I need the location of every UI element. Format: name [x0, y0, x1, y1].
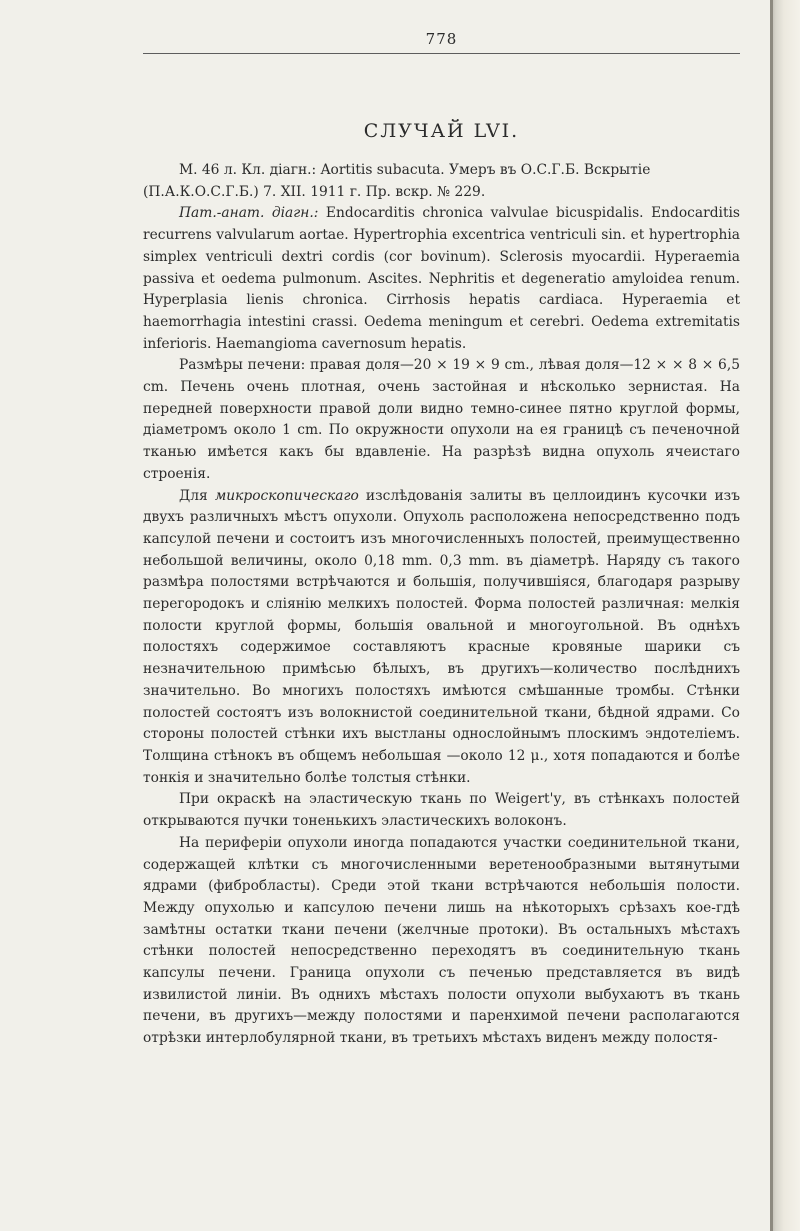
- paragraph-periphery: На периферіи опухоли иногда попадаются участки соединительной ткани, содержащей клѣтки съ многочисленными веретенообразными вытянутыми ядрами (фибробласты). Среди этой ткани встрѣчаются небольшія полости. Между опухолью и капсулою печени лишь на нѣкоторыхъ срѣзахъ кое-гдѣ замѣтны остатки ткани печени (желчные протоки). Въ остальныхъ мѣстахъ стѣнки полостей непосредственно переходятъ въ соединительную ткань капсулы печени. Граница опухоли съ печенью представляется въ видѣ извилистой линіи. Въ однихъ мѣстахъ полости опухоли выбухаютъ въ ткань печени, въ другихъ—между полостями и паренхимой печени располагаются отрѣзки интерлобулярной ткани, въ третьихъ мѣстахъ виденъ между полостя-: [143, 834, 740, 1047]
- body-text: [143, 160, 740, 1050]
- case-meta-line-1: М. 46 л. Кл. діагн.: Aortitis subacuta. Умеръ въ О.С.Г.Б. Вскрытіе: [179, 162, 651, 178]
- case-title: СЛУЧАЙ LVI.: [363, 120, 520, 142]
- diagnosis-text: Endocarditis chronica valvulae bicuspidalis. Endocarditis recurrens valvularum aortae. Hypertrophia excentrica ventriculi sin. et hypertrophia simplex ventriculi dextri cordis (cor bovinum). Sclerosis myocardii. Hyperaemia passiva et oedema pulmonum. Ascites. Nephritis et degeneratio amyloidea renum. Hyperplasia lienis chronica. Cirrhosis hepatis cardiaca. Hyperaemia et haemorrhagia intestini crassi. Oedema meningum et cerebri. Oedema extremitatis inferioris. Haemangioma cavernosum hepatis.: [143, 205, 740, 352]
- paragraph-liver-size: Размѣры печени: правая доля—20 × 19 × 9 cm., лѣвая доля—12 × × 8 × 6,5 cm. Печень очень плотная, очень застойная и нѣсколько зернистая. На передней поверхности правой доли видно темно-синее пятно круглой формы, діаметромъ около 1 cm. По окружности опухоли на ея границѣ съ печеночной тканью имѣется какъ бы вдавленіе. На разрѣзѣ видна опухоль ячеистаго строенія.: [143, 357, 740, 482]
- diagnosis-paragraph: [143, 203, 740, 355]
- paragraph-microscopy-text: изслѣдованія залиты въ целлоидинъ кусочки изъ двухъ различныхъ мѣстъ опухоли. Опухоль расположена непосредственно подъ капсулой печени и состоитъ изъ многочисленныхъ полостей, преимущественно небольшой величины, около 0,18 mm. 0,3 mm. въ діаметрѣ. Наряду съ такого размѣра полостями встрѣчаются и большія, получившіяся, благодаря разрыву перегородокъ и сліянію мелкихъ полостей. Форма полостей различная: мелкія полости круглой формы, большія овальной и многоугольной. Въ однѣхъ полостяхъ содержимое составляютъ красные кровяные шарики съ незначительною примѣсью бѣлыхъ, въ другихъ—количество послѣднихъ значительно. Во многихъ полостяхъ имѣются смѣшанные тромбы. Стѣнки полостей состоятъ изъ волокнистой соединительной ткани, бѣдной ядрами. Со стороны полостей стѣнки ихъ выстланы однослойнымъ плоскимъ эндотеліемъ. Толщина стѣнокъ въ общемъ небольшая —около 12 μ., хотя попадаются и болѣе тонкія и значительно болѣе толстыя стѣнки.: [143, 487, 740, 786]
- header-rule: [143, 53, 740, 54]
- page-gutter: [770, 0, 773, 1231]
- case-meta-line-2: (П.А.К.О.С.Г.Б.) 7. XII. 1911 г. Пр. вскр. № 229.: [143, 183, 486, 200]
- microscopic-term: микроскопическаго: [214, 487, 359, 504]
- diagnosis-label: Пат.-анат. діагн.:: [179, 205, 319, 222]
- book-page-edge: [770, 0, 800, 1231]
- paragraph-lead: Для: [179, 487, 215, 504]
- page-number: 778: [425, 30, 458, 48]
- paragraph-elastic-stain: При окраскѣ на эластическую ткань по Weigert'у, въ стѣнкахъ полостей открываются пучки тоненькихъ эластическихъ волоконъ.: [143, 791, 740, 830]
- paragraph-microscopy: [143, 486, 740, 790]
